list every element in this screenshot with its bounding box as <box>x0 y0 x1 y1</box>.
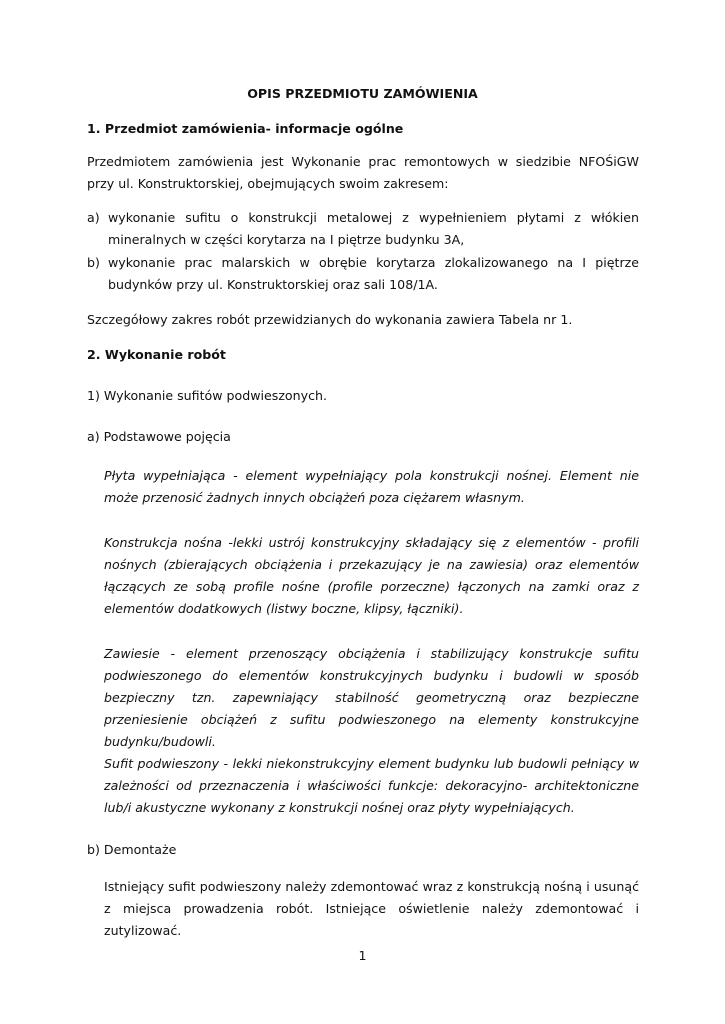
document-title: OPIS PRZEDMIOTU ZAMÓWIENIA <box>247 86 478 101</box>
section-1-intro: Przedmiotem zamówienia jest Wykonanie prac remontowych w siedzibie NFOŚiGW przy ul. Konstruktorskiej, obejmujących swoim zakresem: <box>87 154 639 191</box>
definition-konstrukcja: Konstrukcja nośna -lekki ustrój konstrukcyjny składający się z elementów - profili nośnych (zbierających obciążenia i przekazujący je na zawiesia) oraz elementów łączących ze sobą profile nośne (profile porzeczne) łączonych na zamki oraz z elementów dodatkowych (listwy boczne, klipsy, łączniki). <box>104 535 639 616</box>
section-1-heading: 1. Przedmiot zamówienia- informacje ogólne <box>87 121 404 136</box>
page-number: 1 <box>358 948 367 963</box>
subsection-a-heading: a) Podstawowe pojęcia <box>87 429 231 444</box>
list-item-text: wykonanie prac malarskich w obrębie korytarza zlokalizowanego na I piętrze budynków przy ul. Konstruktorskiej oraz sali 108/1A. <box>108 255 639 292</box>
definition-sufit: Sufit podwieszony - lekki niekonstrukcyjny element budynku lub budowli pełniący w zależności od przeznaczenia i właściwości funkcje: dekoracyjno- architektoniczne lub/i akustyczne wykonany z konstrukcji nośnej oraz płyty wypełniających. <box>104 756 639 815</box>
list-item <box>87 207 639 251</box>
section-2-heading: 2. Wykonanie robót <box>87 347 226 362</box>
list-marker: a) <box>87 210 100 225</box>
demontaze-text: Istniejący sufit podwieszony należy zdemontować wraz z konstrukcją nośną i usunąć z miejsca prowadzenia robót. Istniejące oświetlenie należy zdemontować i zutylizować. <box>104 879 639 938</box>
definition-zawiesie: Zawiesie - element przenoszący obciążenia i stabilizujący konstrukcje sufitu podwieszonego do elementów konstrukcyjnych budynku i budowli w sposób bezpieczny tzn. zapewniający stabilność geometryczną oraz bezpieczne przeniesienie obciążeń z sufitu podwieszonego na elementy konstrukcyjne budynku/budowli. <box>104 646 639 749</box>
list-item-text: wykonanie sufitu o konstrukcji metalowej z wypełnieniem płytami z włókien mineralnych w części korytarza na I piętrze budynku 3A, <box>108 210 639 247</box>
subsection-1-heading: 1) Wykonanie sufitów podwieszonych. <box>87 388 327 403</box>
subsection-b-heading: b) Demontaże <box>87 842 177 857</box>
definition-plyta: Płyta wypełniająca - element wypełniający pola konstrukcji nośnej. Element nie może przenosić żadnych innych obciążeń poza ciężarem własnym. <box>104 468 639 505</box>
section-1-details: Szczegółowy zakres robót przewidzianych do wykonania zawiera Tabela nr 1. <box>87 312 573 327</box>
list-item <box>87 252 639 296</box>
list-marker: b) <box>87 255 100 270</box>
